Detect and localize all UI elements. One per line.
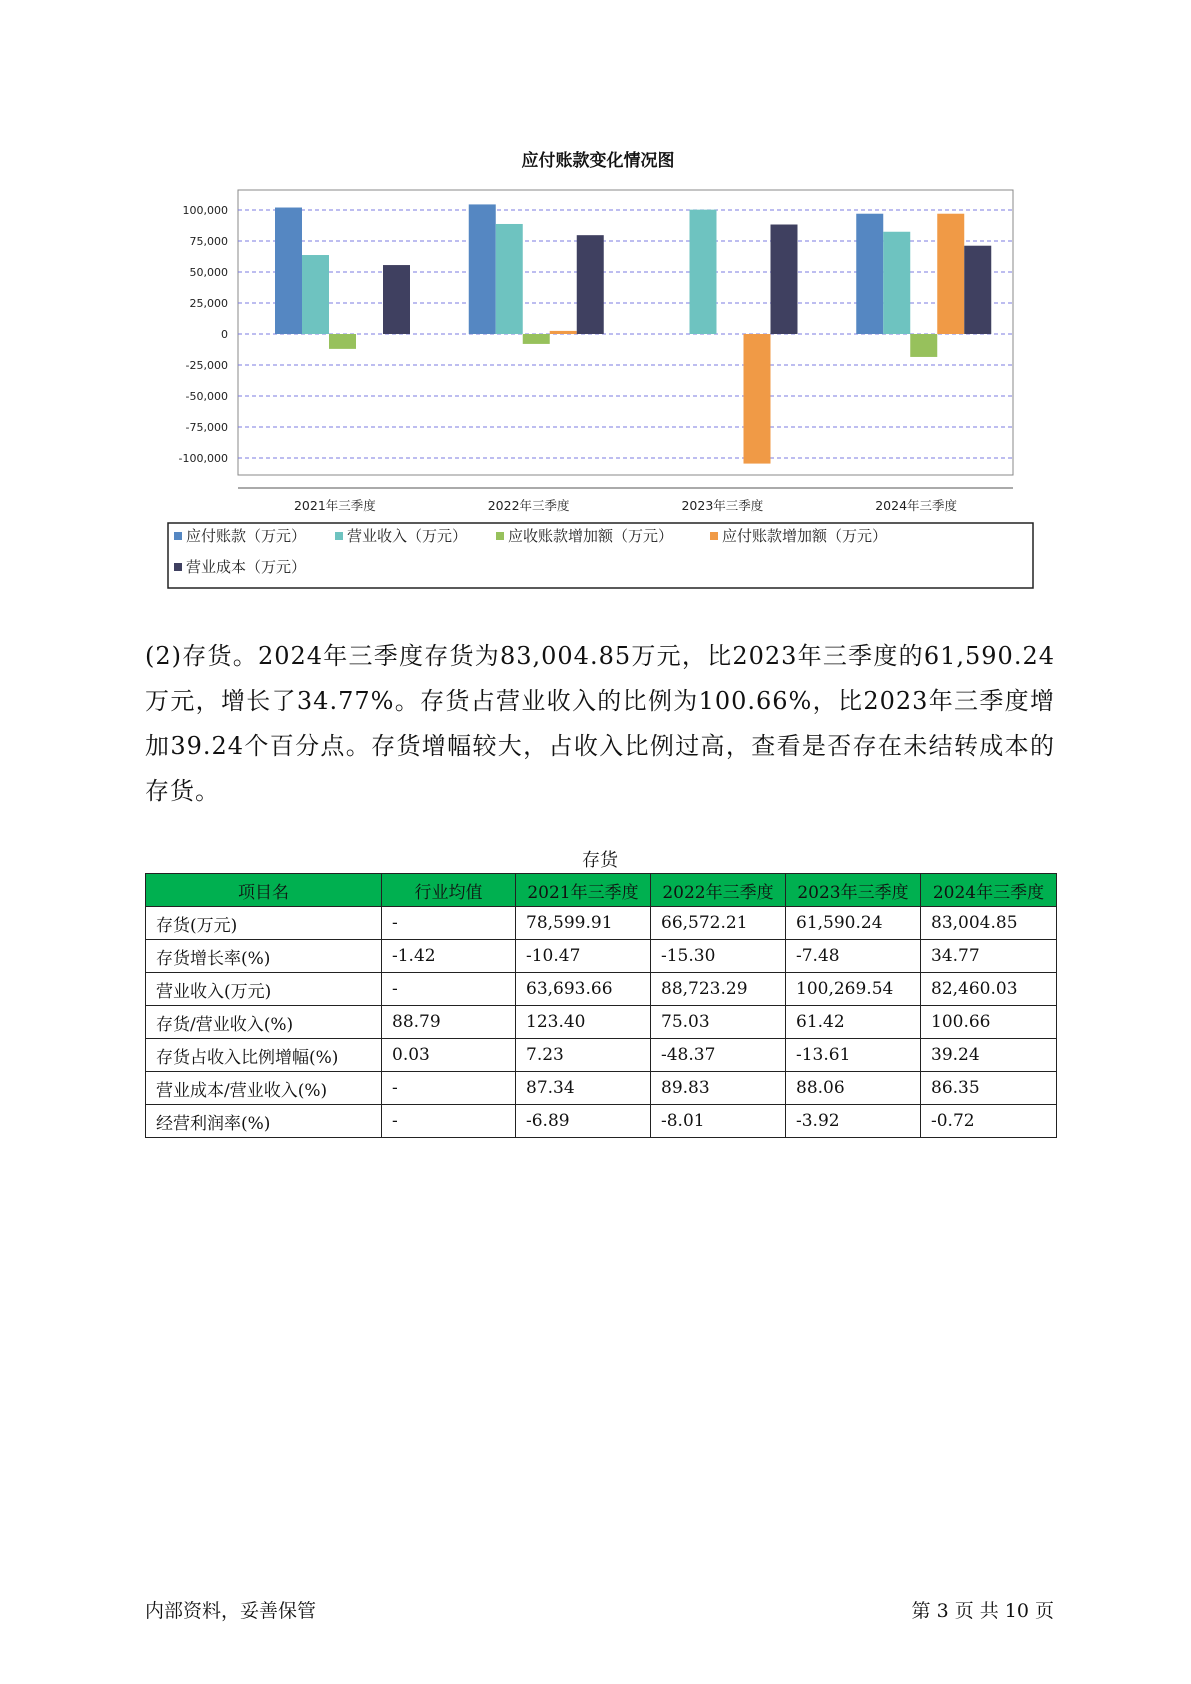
bar bbox=[937, 214, 964, 334]
table-cell: - bbox=[382, 973, 516, 1006]
table-caption: 存货 bbox=[582, 850, 618, 871]
x-tick-label: 2021年三季度 bbox=[293, 498, 376, 513]
footer-page-number: 第 3 页 共 10 页 bbox=[911, 1600, 1054, 1622]
y-tick-label: -50,000 bbox=[185, 390, 228, 403]
y-tick-label: 25,000 bbox=[189, 297, 228, 310]
table-cell: -15.30 bbox=[651, 940, 786, 973]
bar bbox=[771, 225, 798, 334]
legend-entry: 应收账款增加额（万元） bbox=[508, 527, 674, 545]
bar bbox=[744, 334, 771, 464]
payables-bar-chart bbox=[0, 0, 1191, 600]
table-cell: 87.34 bbox=[516, 1072, 651, 1105]
y-tick-label: -25,000 bbox=[185, 359, 228, 372]
header-2021q3: 2021年三季度 bbox=[516, 874, 651, 907]
header-item-name: 项目名 bbox=[146, 874, 382, 907]
header-industry-avg: 行业均值 bbox=[382, 874, 516, 907]
inventory-analysis-paragraph: (2)存货。2024年三季度存货为83,004.85万元，比2023年三季度的61,590.24万元，增长了34.77%。存货占营业收入的比例为100.66%，比2023年三季度增加39.24个百分点。存货增幅较大，占收入比例过高，查看是否存在未结转成本的存货。 bbox=[145, 642, 1055, 805]
inventory-table bbox=[145, 873, 1057, 1138]
x-tick-label: 2022年三季度 bbox=[487, 498, 570, 513]
table-cell: 78,599.91 bbox=[516, 907, 651, 940]
table-cell: - bbox=[382, 1105, 516, 1138]
table-cell: 82,460.03 bbox=[921, 973, 1057, 1006]
chart-title: 应付账款变化情况图 bbox=[521, 151, 675, 171]
table-cell: -48.37 bbox=[651, 1039, 786, 1072]
table-cell: 88,723.29 bbox=[651, 973, 786, 1006]
legend-swatch bbox=[496, 532, 504, 540]
x-tick-label: 2023年三季度 bbox=[681, 498, 764, 513]
table-cell: 63,693.66 bbox=[516, 973, 651, 1006]
header-2022q3: 2022年三季度 bbox=[651, 874, 786, 907]
chart-y-axis bbox=[179, 204, 228, 465]
table-cell: 存货/营业收入(%) bbox=[146, 1006, 382, 1039]
table-row bbox=[146, 1039, 1057, 1072]
bar bbox=[883, 232, 910, 334]
table-cell: 66,572.21 bbox=[651, 907, 786, 940]
y-tick-label: -100,000 bbox=[178, 452, 228, 465]
table-cell: 营业成本/营业收入(%) bbox=[146, 1072, 382, 1105]
table-cell: -3.92 bbox=[786, 1105, 921, 1138]
table-cell: -13.61 bbox=[786, 1039, 921, 1072]
table-cell: 88.79 bbox=[382, 1006, 516, 1039]
y-tick-label: 100,000 bbox=[182, 204, 228, 217]
table-cell: 88.06 bbox=[786, 1072, 921, 1105]
table-cell: 存货(万元) bbox=[146, 907, 382, 940]
legend-swatch bbox=[710, 532, 718, 540]
table-cell: -7.48 bbox=[786, 940, 921, 973]
table-cell: 34.77 bbox=[921, 940, 1057, 973]
header-2023q3: 2023年三季度 bbox=[786, 874, 921, 907]
table-row bbox=[146, 1006, 1057, 1039]
table-cell: 123.40 bbox=[516, 1006, 651, 1039]
table-cell: -0.72 bbox=[921, 1105, 1057, 1138]
legend-entry: 营业收入（万元） bbox=[347, 527, 468, 545]
legend-entry: 营业成本（万元） bbox=[186, 558, 307, 576]
table-cell: 7.23 bbox=[516, 1039, 651, 1072]
legend-swatch bbox=[174, 563, 182, 571]
table-cell: 存货增长率(%) bbox=[146, 940, 382, 973]
table-cell: -1.42 bbox=[382, 940, 516, 973]
bar bbox=[383, 265, 410, 334]
y-tick-label: 0 bbox=[221, 328, 228, 341]
table-cell: 61,590.24 bbox=[786, 907, 921, 940]
table-row bbox=[146, 907, 1057, 940]
table-cell: 86.35 bbox=[921, 1072, 1057, 1105]
table-row bbox=[146, 940, 1057, 973]
bar bbox=[577, 235, 604, 334]
table-cell: - bbox=[382, 907, 516, 940]
bar bbox=[469, 204, 496, 334]
legend-entry: 应付账款增加额（万元） bbox=[722, 527, 888, 545]
y-tick-label: 75,000 bbox=[189, 235, 228, 248]
legend-swatch bbox=[335, 532, 343, 540]
bar bbox=[275, 208, 302, 334]
table-cell: 100.66 bbox=[921, 1006, 1057, 1039]
table-cell: 100,269.54 bbox=[786, 973, 921, 1006]
table-cell: - bbox=[382, 1072, 516, 1105]
table-cell: 0.03 bbox=[382, 1039, 516, 1072]
bar bbox=[910, 334, 937, 357]
table-cell: -10.47 bbox=[516, 940, 651, 973]
footer-confidential-note: 内部资料，妥善保管 bbox=[145, 1600, 317, 1622]
table-cell: 经营利润率(%) bbox=[146, 1105, 382, 1138]
table-cell: 存货占收入比例增幅(%) bbox=[146, 1039, 382, 1072]
legend-swatch bbox=[174, 532, 182, 540]
table-cell: 83,004.85 bbox=[921, 907, 1057, 940]
table-cell: 89.83 bbox=[651, 1072, 786, 1105]
bar bbox=[329, 334, 356, 349]
table-row bbox=[146, 973, 1057, 1006]
chart-x-axis bbox=[238, 488, 1013, 513]
table-cell: 61.42 bbox=[786, 1006, 921, 1039]
bar bbox=[964, 246, 991, 334]
y-tick-label: 50,000 bbox=[189, 266, 228, 279]
chart-legend bbox=[168, 523, 1033, 588]
legend-entry: 应付账款（万元） bbox=[186, 527, 307, 545]
table-cell: 75.03 bbox=[651, 1006, 786, 1039]
table-row bbox=[146, 1072, 1057, 1105]
table-row bbox=[146, 1105, 1057, 1138]
table-cell: 39.24 bbox=[921, 1039, 1057, 1072]
bar bbox=[550, 331, 577, 334]
table-cell: -6.89 bbox=[516, 1105, 651, 1138]
bar bbox=[496, 224, 523, 334]
header-2024q3: 2024年三季度 bbox=[921, 874, 1057, 907]
table-cell: 营业收入(万元) bbox=[146, 973, 382, 1006]
bar bbox=[856, 214, 883, 334]
table-header-row bbox=[146, 874, 1057, 907]
table-cell: -8.01 bbox=[651, 1105, 786, 1138]
bar bbox=[302, 255, 329, 334]
x-tick-label: 2024年三季度 bbox=[875, 498, 958, 513]
y-tick-label: -75,000 bbox=[185, 421, 228, 434]
bar bbox=[523, 334, 550, 344]
bar bbox=[690, 210, 717, 334]
